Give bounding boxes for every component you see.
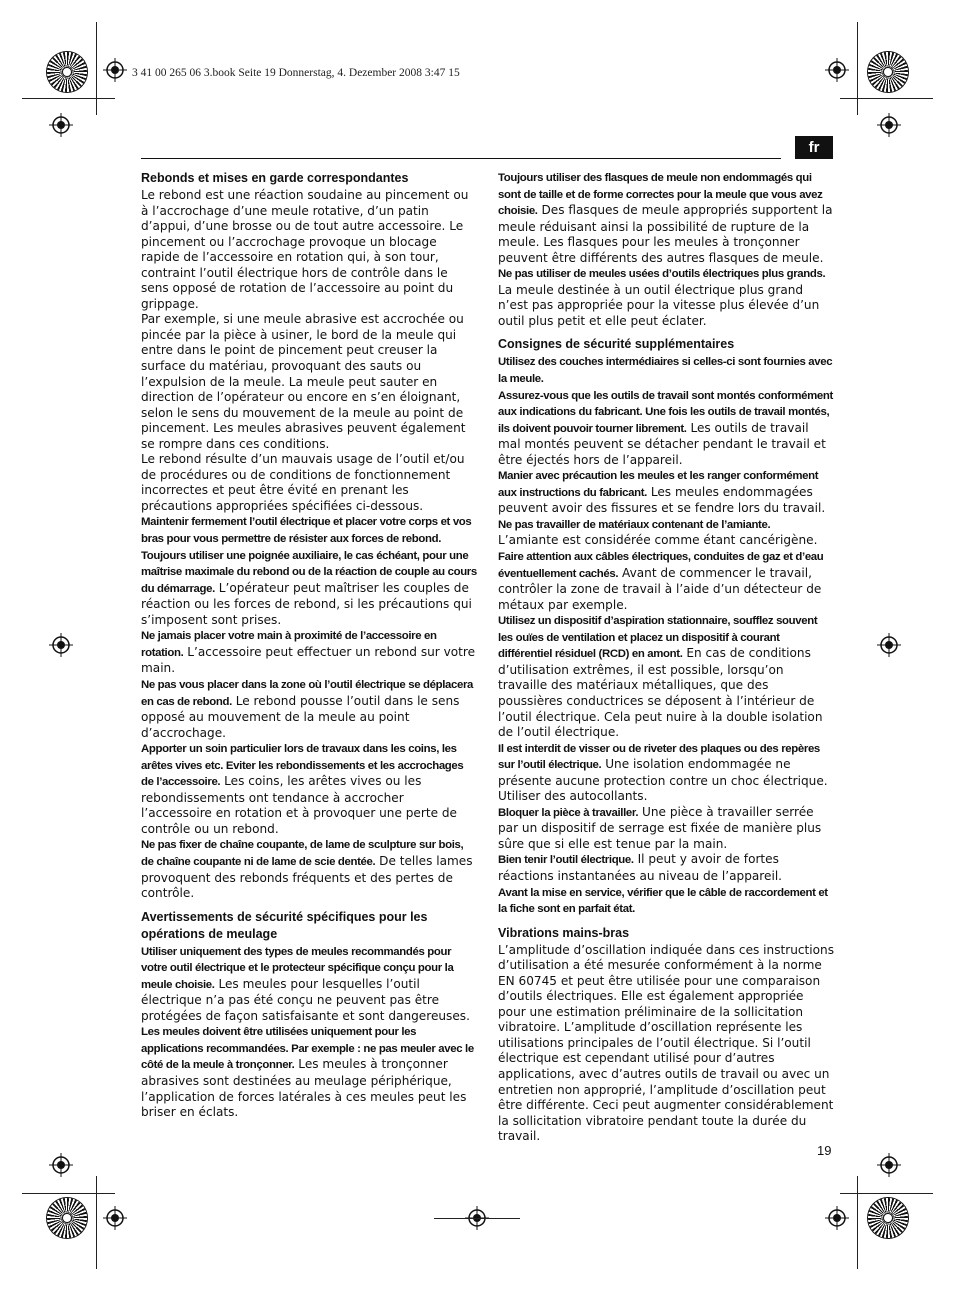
registration-crosshair-icon bbox=[49, 1153, 73, 1177]
registration-rosette-icon bbox=[47, 52, 87, 92]
paragraph bbox=[498, 852, 834, 884]
crop-mark bbox=[857, 1176, 858, 1269]
warning-lead: Ne pas fixer de chaîne coupante, de lame de sculpture sur bois, de chaîne coupante ni de lame de scie dentée. bbox=[141, 839, 464, 868]
paragraph-text: Les meules à tronçonner abrasives sont destinées au meulage périphérique, l’application de forces latérales à ces meules peut les briser en éclats. bbox=[141, 1057, 467, 1120]
paragraph-text: L’amiante est considérée comme étant cancérigène. bbox=[498, 533, 818, 548]
paragraph bbox=[498, 549, 834, 613]
paragraph bbox=[498, 354, 834, 387]
warning-lead: Utiliser uniquement des types de meules recommandés pour votre outil électrique et le protecteur spécifique conçu pour la meule choisie. bbox=[141, 945, 454, 991]
registration-crosshair-icon bbox=[877, 1153, 901, 1177]
crop-mark bbox=[857, 22, 858, 115]
registration-crosshair-icon bbox=[103, 1206, 127, 1230]
registration-crosshair-icon bbox=[825, 58, 849, 82]
section-heading: Avertissements de sécurité spécifiques pour les opérations de meulage bbox=[141, 909, 428, 941]
crop-mark bbox=[840, 98, 933, 99]
paragraph-text: L’amplitude d’oscillation indiquée dans ces instructions d’utilisation a été mesurée conformément à la norme EN 60745 et peut être utilisée pour une comparaison d’outils électriques. Elle est également appropriée pour une estimation préliminaire de la sollicitation vibratoire. L’amplitude d’oscillation représente les utilisations principales de l’outil électrique. Si l’outil électrique est cependant utilisé pour d’autres applications, avec d’autres outils de travail ou avec un entretien non approprié, l’amplitude d’oscillation peut être différente. Ceci peut augmenter considérablement la sollicitation vibratoire pendant toute la durée du travail. bbox=[498, 942, 834, 1144]
warning-lead: Utilisez un dispositif d’aspiration stationnaire, soufflez souvent les ouïes de ventilation et placez un dispositif à courant différentiel résiduel (RCD) en amont. bbox=[498, 615, 818, 661]
paragraph bbox=[498, 613, 834, 740]
crop-mark bbox=[96, 1176, 97, 1269]
crop-mark bbox=[96, 22, 97, 115]
warning-lead: Les meules doivent être utilisées uniquement pour les applications recommandées. Par exemple : ne pas meuler avec le côté de la meule à tronçonner. bbox=[141, 1026, 474, 1072]
registration-crosshair-icon bbox=[877, 113, 901, 137]
registration-rosette-icon bbox=[868, 1198, 908, 1238]
section-heading: Rebonds et mises en garde correspondantes bbox=[141, 171, 409, 185]
paragraph bbox=[498, 885, 834, 918]
paragraph bbox=[498, 388, 834, 469]
paragraph-text: En cas de conditions d’utilisation extrêmes, il est possible, lorsqu’on travaille des matériaux métalliques, que des poussières conductrices se déposent à l’intérieur de l’outil électrique. Cela peut nuire à la double isolation de l’outil électrique. bbox=[498, 646, 823, 740]
warning-lead: Toujours utiliser des flasques de meule non endommagés qui sont de taille et de forme correctes pour la meule que vous avez choisie. bbox=[498, 172, 823, 218]
paragraph bbox=[498, 468, 834, 517]
paragraph-text: Par exemple, si une meule abrasive est accrochée ou pincée par la pièce à usiner, le bord de la meule qui entre dans le point de pincement peut creuser la surface du matériau, provoquant des sauts ou l’expulsion de la meule. La meule peut sauter en direction de l’opérateur ou encore en s’en éloignant, selon le sens du mouvement de la meule au point de pincement. Les meules abrasives peuvent également se rompre dans ces conditions. bbox=[141, 312, 466, 451]
warning-lead: Ne pas utiliser de meules usées d’outils électriques plus grands. bbox=[498, 268, 826, 281]
section-heading: Consignes de sécurité supplémentaires bbox=[498, 337, 735, 352]
registration-crosshair-icon bbox=[49, 113, 73, 137]
warning-lead: Ne pas travailler de matériaux contenant de l’amiante. bbox=[498, 518, 771, 531]
paragraph bbox=[498, 943, 834, 1145]
paragraph-text: L’accessoire peut effectuer un rebond sur votre main. bbox=[141, 644, 476, 676]
paragraph bbox=[141, 514, 477, 628]
crop-mark bbox=[840, 1193, 933, 1194]
warning-lead: Bloquer la pièce à travailler. bbox=[498, 806, 639, 819]
registration-rosette-icon bbox=[47, 1198, 87, 1238]
paragraph bbox=[498, 805, 834, 853]
paragraph-text: Les meules pour lesquelles l’outil électrique n’a pas été conçu ne peuvent pas être protégées de façon satisfaisante et sont dangereuses. bbox=[141, 976, 470, 1023]
warning-lead: Il est interdit de visser ou de riveter des plaques ou des repères sur l’outil électrique. bbox=[498, 742, 820, 772]
paragraph-text: Avant de commencer le travail, contrôler la zone de travail à l’aide d’un détecteur de métaux par exemple. bbox=[498, 565, 822, 612]
warning-lead: Bien tenir l’outil électrique. bbox=[498, 854, 634, 867]
right-column bbox=[498, 170, 834, 1145]
warning-lead: Utilisez des couches intermédiaires si celles-ci sont fournies avec la meule. bbox=[498, 356, 833, 386]
registration-crosshair-icon bbox=[49, 633, 73, 657]
paragraph-text: Les coins, les arêtes vives ou les rebondissements ont tendance à accrocher l’accessoire en rotation et à provoquer une perte de contrôle ou un rebond. bbox=[141, 774, 457, 836]
section-heading: Vibrations mains-bras bbox=[498, 925, 630, 940]
warning-lead: Assurez-vous que les outils de travail sont montés conformément aux indications du fabricant. Une fois les outils de travail montés, ils doivent pouvoir tourner librement. bbox=[498, 389, 833, 435]
warning-lead: Manier avec précaution les meules et les ranger conformément aux instructions du fabricant. bbox=[498, 470, 819, 499]
header-rule bbox=[141, 158, 781, 159]
left-column bbox=[141, 170, 477, 1121]
registration-crosshair-icon bbox=[825, 1206, 849, 1230]
crop-mark bbox=[22, 1193, 115, 1194]
paragraph-text: Une pièce à travailler serrée par un dispositif de serrage est fixée de manière plus sûre que si elle est tenue par la main. bbox=[498, 804, 822, 851]
paragraph-text: Le rebond résulte d’un mauvais usage de l’outil et/ou de procédures ou de conditions de fonctionnement incorrectes et peut être évité en prenant les précautions appropriées spécifiées ci-dessous. bbox=[141, 452, 465, 513]
paragraph-text: Le rebond pousse l’outil dans le sens opposé au mouvement de la meule au point d’accrochage. bbox=[141, 693, 460, 740]
paragraph bbox=[141, 188, 477, 312]
paragraph-text: Les meules endommagées peuvent avoir des fissures et se fendre lors du travail. bbox=[498, 484, 826, 516]
warning-lead: Ne pas vous placer dans la zone où l’outil électrique se déplacera en cas de rebond. bbox=[141, 678, 474, 708]
paragraph bbox=[498, 266, 834, 329]
paragraph-text: Des flasques de meule appropriés supportent la meule réduisant ainsi la possibilité de rupture de la meule. Les flasques pour les meules à tronçonner peuvent être différents des autres flasques de meule. bbox=[498, 203, 833, 265]
paragraph bbox=[498, 517, 834, 549]
warning-lead: Avant la mise en service, vérifier que le câble de raccordement et la fiche sont en parfait état. bbox=[498, 886, 828, 916]
warning-lead: Ne jamais placer votre main à proximité de l’accessoire en rotation. bbox=[141, 630, 437, 659]
paragraph bbox=[141, 312, 477, 452]
book-slug-line: 3 41 00 265 06 3.book Seite 19 Donnerstag, 4. Dezember 2008 3:47 15 bbox=[132, 67, 460, 79]
language-tab: fr bbox=[795, 136, 833, 159]
registration-rosette-icon bbox=[868, 52, 908, 92]
paragraph bbox=[141, 677, 477, 741]
paragraph bbox=[141, 944, 477, 1025]
paragraph-text: Une isolation endommagée ne présente aucune protection contre un choc électrique. Utiliser des autocollants. bbox=[498, 757, 828, 804]
paragraph bbox=[141, 1024, 477, 1120]
paragraph bbox=[141, 628, 477, 677]
warning-lead: Maintenir fermement l’outil électrique et placer votre corps et vos bras pour vous permettre de résister aux forces de rebond. Toujours utiliser une poignée auxiliaire, le cas échéant, pour une maîtrise maximale du rebond ou de la réaction de couple au cours du démarrage. bbox=[141, 516, 477, 595]
paragraph-text: Il peut y avoir de fortes réactions instantanées au niveau de l’appareil. bbox=[498, 852, 783, 883]
registration-crosshair-icon bbox=[877, 633, 901, 657]
warning-lead: Apporter un soin particulier lors de travaux dans les coins, les arêtes vives etc. Eviter les rebondissements et les accrochages de l’accessoire. bbox=[141, 743, 464, 789]
paragraph-text: L’opérateur peut maîtriser les couples de réaction ou les forces de rebond, si les précautions qui s’imposent sont prises. bbox=[141, 580, 472, 627]
warning-lead: Faire attention aux câbles électriques, conduites de gaz et d’eau éventuellement cachés. bbox=[498, 551, 824, 580]
paragraph bbox=[141, 452, 477, 514]
paragraph-text: De telles lames provoquent des rebonds fréquents et des pertes de contrôle. bbox=[141, 853, 473, 901]
crop-mark bbox=[22, 98, 115, 99]
page-number: 19 bbox=[817, 1143, 832, 1158]
paragraph-text: Les outils de travail mal montés peuvent se détacher pendant le travail et être éjectés hors de l’appareil. bbox=[498, 420, 826, 467]
crop-mark bbox=[434, 1218, 520, 1219]
paragraph bbox=[141, 741, 477, 837]
paragraph-text: Le rebond est une réaction soudaine au pincement ou à l’accrochage d’une meule rotative, d’un patin d’appui, d’une brosse ou de tout autre accessoire. Le pincement ou l’accrochage provoque un blocage rapide de l’accessoire en rotation qui, à son tour, contraint l’outil électrique hors de contrôle dans le sens opposé de rotation de l’accessoire au point du grippage. bbox=[141, 188, 469, 311]
registration-crosshair-icon bbox=[103, 58, 127, 82]
paragraph bbox=[141, 837, 477, 901]
paragraph bbox=[498, 170, 834, 266]
paragraph-text: La meule destinée à un outil électrique plus grand n’est pas appropriée pour la vitesse plus élevée d’un outil plus petit et elle peut éclater. bbox=[498, 282, 820, 328]
paragraph bbox=[498, 741, 834, 805]
